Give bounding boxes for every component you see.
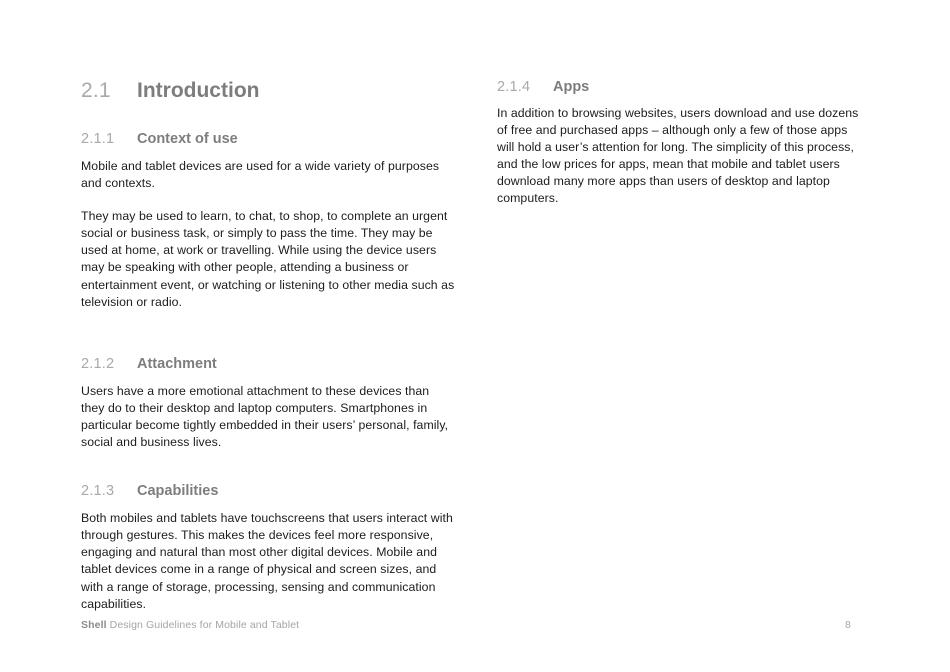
paragraph: Mobile and tablet devices are used for a wide variety of purposes and contexts. xyxy=(81,159,440,191)
section-title: Introduction xyxy=(137,79,260,102)
page-number: 8 xyxy=(845,619,851,631)
footer xyxy=(81,618,299,632)
subsection-heading-context-of-use xyxy=(81,130,456,149)
paragraph: They may be used to learn, to chat, to shop, to complete an urgent social or business task, or simply to pass the time. They may be used at home, at work or travelling. While using the device users may be speaking with other people, attending a business or entertainment event, or watching or listening to other media such as television or radio. xyxy=(81,209,455,309)
subsection-number: 2.1.3 xyxy=(81,483,115,500)
subsection-number: 2.1.1 xyxy=(81,131,115,147)
subsection-title: Apps xyxy=(553,79,590,95)
subsection-heading-apps xyxy=(497,78,867,97)
footer-brand: Shell xyxy=(81,619,107,631)
subsection-title: Context of use xyxy=(137,131,238,147)
subsection-title: Capabilities xyxy=(137,483,219,500)
subsection-number: 2.1.2 xyxy=(81,355,115,372)
right-column xyxy=(497,78,867,208)
section-number: 2.1 xyxy=(81,79,111,102)
paragraph: In addition to browsing websites, users download and use dozens of free and purchased apps – although only a few of those apps will hold a user’s attention for long. The simplicity of this process, and the low prices for apps, mean that mobile and tablet users download many more apps than users of desktop and laptop computers. xyxy=(497,106,859,206)
paragraph: Users have a more emotional attachment to these devices than they do to their desktop and laptop computers. Smartphones in particular become tightly embedded in their users’ personal, family, social and business lives. xyxy=(81,383,449,450)
paragraph: Both mobiles and tablets have touchscreens that users interact with through gestures. This makes the devices feel more responsive, engaging and natural than most other digital devices. Mobile and tablet devices come in a range of physical and screen sizes, and with a range of storage, processing, sensing and communication capabilities. xyxy=(81,511,453,611)
subsection-heading-capabilities xyxy=(81,482,456,501)
subsection-heading-attachment xyxy=(81,355,456,374)
footer-title: Design Guidelines for Mobile and Tablet xyxy=(106,619,300,631)
subsection-title: Attachment xyxy=(137,355,217,372)
left-column xyxy=(81,78,456,613)
section-heading-introduction xyxy=(81,78,456,104)
subsection-number: 2.1.4 xyxy=(497,79,531,95)
